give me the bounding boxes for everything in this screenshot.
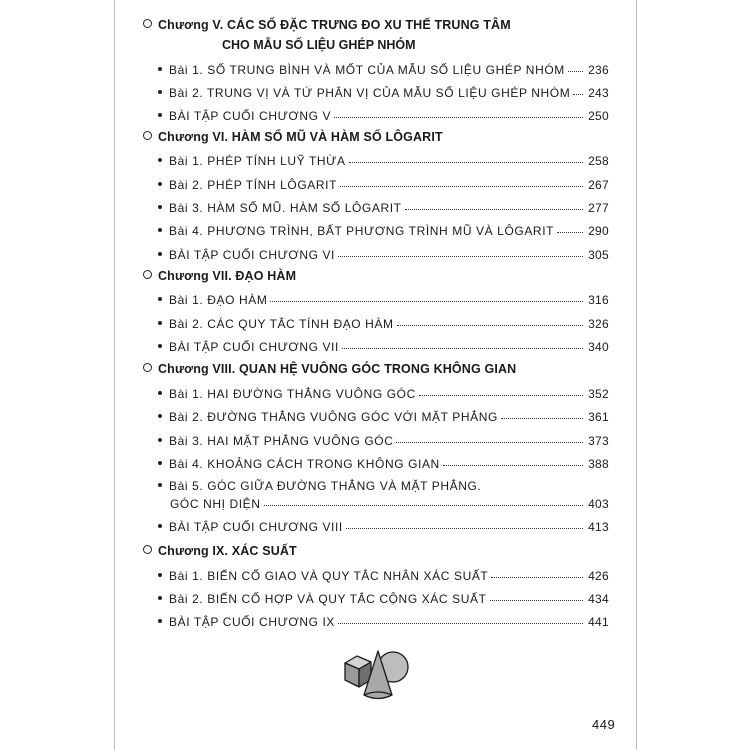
dot-leader xyxy=(334,116,583,118)
entry-label: Bài 3. HAI MẶT PHẲNG VUÔNG GÓC xyxy=(169,434,394,448)
dot-leader xyxy=(270,300,583,302)
toc-entry[interactable] xyxy=(158,248,609,262)
entry-page: 316 xyxy=(588,293,609,307)
dot-bullet-icon xyxy=(158,113,162,117)
dot-leader xyxy=(264,504,584,506)
toc-entry[interactable] xyxy=(158,387,609,401)
toc-entry[interactable] xyxy=(158,457,609,471)
entry-label: Bài 2. TRUNG VỊ VÀ TỨ PHÂN VỊ CỦA MẪU SỐ LIỆU GHÉP NHÓM xyxy=(169,86,571,100)
dot-bullet-icon xyxy=(158,391,162,395)
entry-page: 290 xyxy=(588,224,609,238)
chapter-heading: Chương IX. XÁC SUẤT xyxy=(143,544,297,558)
entry-page: 326 xyxy=(588,317,609,331)
toc-entry[interactable] xyxy=(158,592,609,606)
entry-label: Bài 4. PHƯƠNG TRÌNH, BẤT PHƯƠNG TRÌNH MŨ VÀ LÔGARIT xyxy=(169,224,555,238)
dot-leader xyxy=(405,208,584,210)
dot-bullet-icon xyxy=(158,90,162,94)
entry-label: Bài 1. SỐ TRUNG BÌNH VÀ MỐT CỦA MẪU SỐ LIỆU GHÉP NHÓM xyxy=(169,63,565,77)
toc-entry[interactable] xyxy=(158,434,609,448)
dot-leader xyxy=(568,70,583,72)
dot-bullet-icon xyxy=(158,619,162,623)
entry-page: 236 xyxy=(588,63,609,77)
geometric-solids-icon xyxy=(340,645,415,705)
toc-entry[interactable] xyxy=(158,178,609,192)
dot-leader xyxy=(501,417,583,419)
entry-label: Bài 2. BIẾN CỐ HỢP VÀ QUY TẮC CỘNG XÁC SUẤT xyxy=(169,592,487,606)
entry-label: Bài 2. ĐƯỜNG THẲNG VUÔNG GÓC VỚI MẶT PHẲNG xyxy=(169,410,498,424)
dot-leader xyxy=(338,255,583,257)
dot-bullet-icon xyxy=(158,205,162,209)
entry-page: 243 xyxy=(588,86,609,100)
toc-entry[interactable] xyxy=(158,154,609,168)
dot-leader xyxy=(396,441,583,443)
entry-label: BÀI TẬP CUỐI CHƯƠNG V xyxy=(169,109,332,123)
dot-bullet-icon xyxy=(158,321,162,325)
dot-bullet-icon xyxy=(158,461,162,465)
entry-label: Bài 4. KHOẢNG CÁCH TRONG KHÔNG GIAN xyxy=(169,457,440,471)
toc-entry[interactable] xyxy=(158,340,609,354)
toc-entry[interactable] xyxy=(158,410,609,424)
chapter-heading: Chương V. CÁC SỐ ĐẶC TRƯNG ĐO XU THẾ TRUNG TÂM xyxy=(143,18,511,32)
dot-leader xyxy=(419,394,583,396)
toc-entry[interactable] xyxy=(158,520,609,534)
dot-bullet-icon xyxy=(158,414,162,418)
entry-page: 250 xyxy=(588,109,609,123)
dot-leader xyxy=(342,347,583,349)
dot-bullet-icon xyxy=(158,228,162,232)
chapter-heading: Chương VIII. QUAN HỆ VUÔNG GÓC TRONG KHÔNG GIAN xyxy=(143,362,516,376)
toc-entry-line1[interactable] xyxy=(158,479,481,493)
entry-page: 277 xyxy=(588,201,609,215)
chapter-heading-continued: CHO MẪU SỐ LIỆU GHÉP NHÓM xyxy=(222,38,416,52)
entry-label: BÀI TẬP CUỐI CHƯƠNG VIII xyxy=(169,520,343,534)
chapter-heading: Chương VI. HÀM SỐ MŨ VÀ HÀM SỐ LÔGARIT xyxy=(143,130,443,144)
dot-bullet-icon xyxy=(158,524,162,528)
dot-bullet-icon xyxy=(158,483,162,487)
entry-page: 403 xyxy=(588,497,609,511)
dot-bullet-icon xyxy=(158,344,162,348)
entry-label: Bài 5. GÓC GIỮA ĐƯỜNG THẲNG VÀ MẶT PHẲNG. xyxy=(169,479,482,493)
dot-leader xyxy=(490,599,584,601)
dot-bullet-icon xyxy=(158,158,162,162)
entry-page: 441 xyxy=(588,615,609,629)
ring-bullet-icon xyxy=(143,363,152,372)
dot-bullet-icon xyxy=(158,438,162,442)
entry-label: BÀI TẬP CUỐI CHƯƠNG VII xyxy=(169,340,339,354)
toc-entry[interactable] xyxy=(158,615,609,629)
page-number: 449 xyxy=(592,717,616,732)
entry-page: 267 xyxy=(588,178,609,192)
entry-page: 305 xyxy=(588,248,609,262)
entry-page: 361 xyxy=(588,410,609,424)
entry-label: BÀI TẬP CUỐI CHƯƠNG VI xyxy=(169,248,335,262)
dot-leader xyxy=(349,161,583,163)
entry-label: Bài 2. PHÉP TÍNH LÔGARIT xyxy=(169,178,338,192)
toc-entry[interactable] xyxy=(158,317,609,331)
dot-bullet-icon xyxy=(158,596,162,600)
toc-entry[interactable] xyxy=(158,109,609,123)
entry-page: 388 xyxy=(588,457,609,471)
toc-entry[interactable] xyxy=(158,293,609,307)
ring-bullet-icon xyxy=(143,19,152,28)
ring-bullet-icon xyxy=(143,545,152,554)
toc-entry[interactable] xyxy=(158,224,609,238)
dot-leader xyxy=(573,93,583,95)
ring-bullet-icon xyxy=(143,270,152,279)
entry-page: 413 xyxy=(588,520,609,534)
entry-label: Bài 1. BIẾN CỐ GIAO VÀ QUY TẮC NHÂN XÁC SUẤT xyxy=(169,569,489,583)
chapter-heading: Chương VII. ĐẠO HÀM xyxy=(143,269,296,283)
toc-entry-continued[interactable] xyxy=(170,497,609,511)
toc-entry[interactable] xyxy=(158,86,609,100)
entry-page: 426 xyxy=(588,569,609,583)
dot-bullet-icon xyxy=(158,297,162,301)
dot-leader xyxy=(346,527,583,529)
entry-label: Bài 3. HÀM SỐ MŨ. HÀM SỐ LÔGARIT xyxy=(169,201,402,215)
toc-entry[interactable] xyxy=(158,63,609,77)
entry-page: 352 xyxy=(588,387,609,401)
dot-bullet-icon xyxy=(158,182,162,186)
entry-label-continued: GÓC NHỊ DIỆN xyxy=(170,497,261,511)
dot-leader xyxy=(338,622,583,624)
entry-page: 434 xyxy=(588,592,609,606)
dot-leader xyxy=(491,576,583,578)
entry-page: 258 xyxy=(588,154,609,168)
entry-page: 373 xyxy=(588,434,609,448)
entry-label: Bài 1. ĐẠO HÀM xyxy=(169,293,268,307)
dot-leader xyxy=(397,324,583,326)
dot-leader xyxy=(557,231,583,233)
toc-entry[interactable] xyxy=(158,569,609,583)
dot-leader xyxy=(443,464,583,466)
dot-bullet-icon xyxy=(158,573,162,577)
entry-label: Bài 1. PHÉP TÍNH LUỸ THỪA xyxy=(169,154,346,168)
entry-label: BÀI TẬP CUỐI CHƯƠNG IX xyxy=(169,615,335,629)
ring-bullet-icon xyxy=(143,131,152,140)
cube-shape xyxy=(345,656,371,687)
entry-label: Bài 1. HAI ĐƯỜNG THẲNG VUÔNG GÓC xyxy=(169,387,416,401)
toc-entry[interactable] xyxy=(158,201,609,215)
dot-leader xyxy=(340,185,583,187)
dot-bullet-icon xyxy=(158,67,162,71)
entry-page: 340 xyxy=(588,340,609,354)
entry-label: Bài 2. CÁC QUY TẮC TÍNH ĐẠO HÀM xyxy=(169,317,394,331)
dot-bullet-icon xyxy=(158,252,162,256)
